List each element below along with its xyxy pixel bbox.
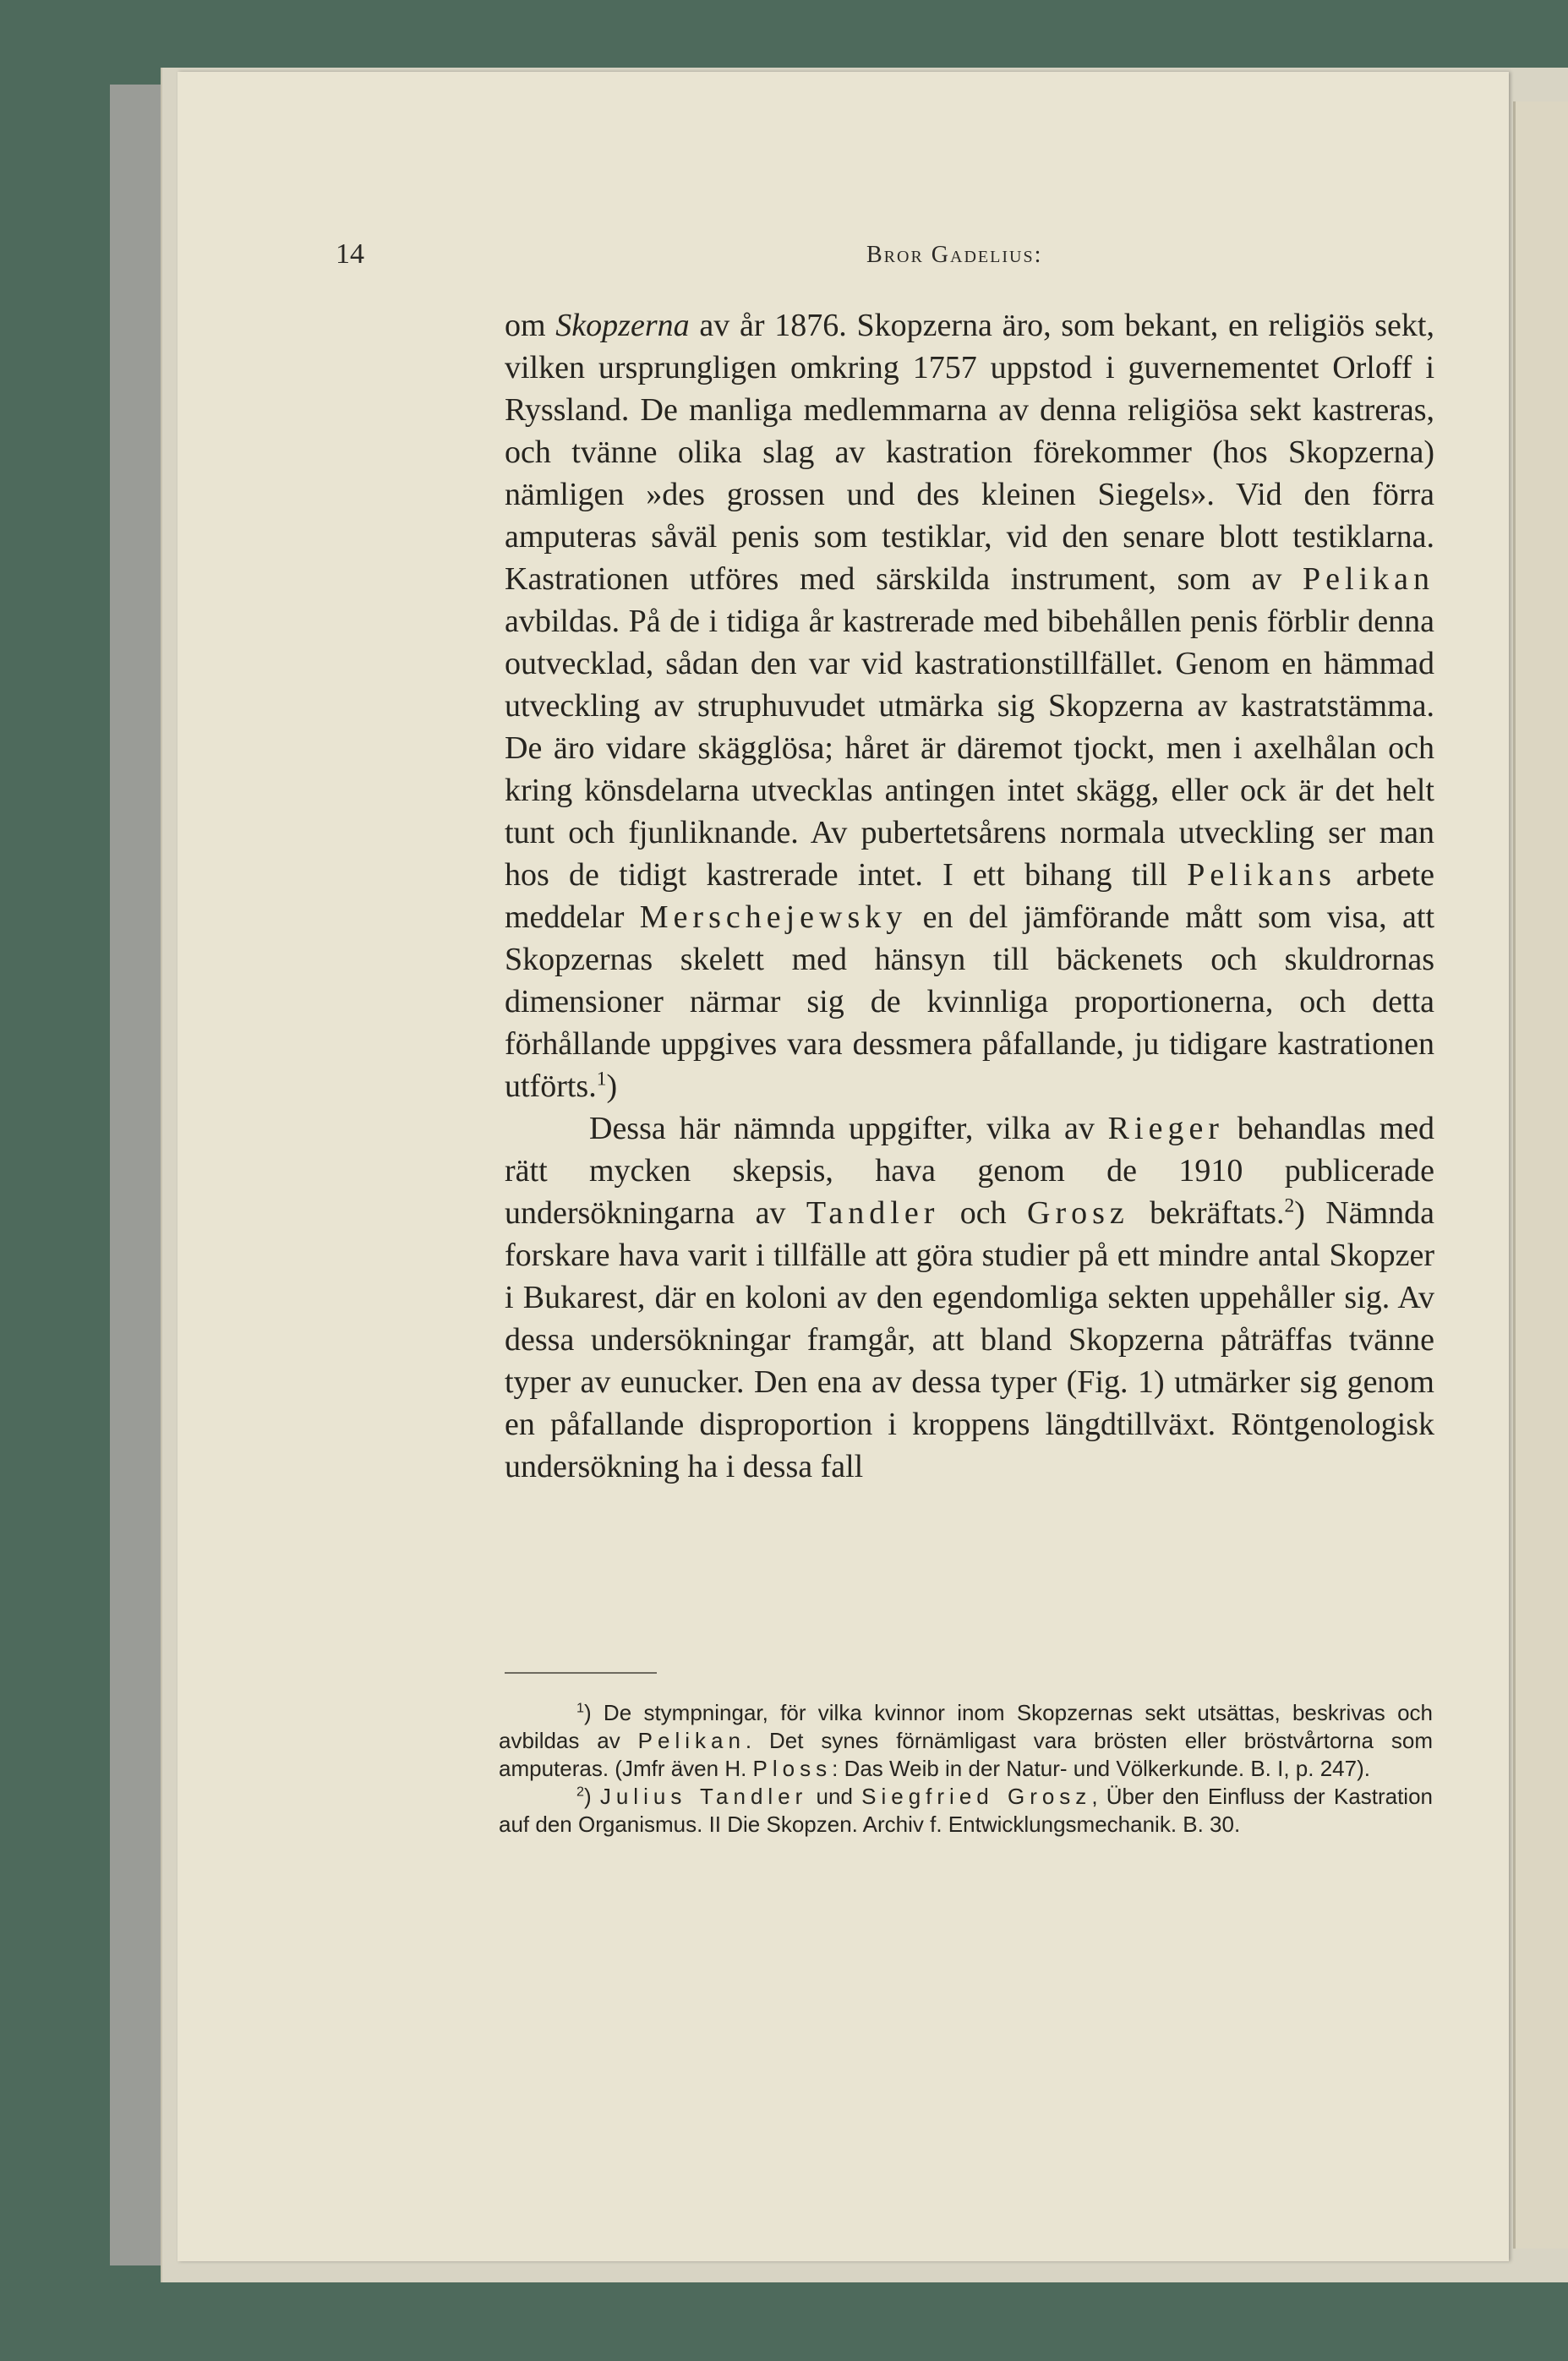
author-name-pelikan: Pelikan	[1303, 561, 1434, 597]
text-run: , Über den Einfluss der Kastration auf den Organismus. II Die Skopzen. Archiv f. Entwicklungsmechanik. B. 30.	[499, 1784, 1433, 1837]
author-name-tandler: Tandler	[806, 1195, 940, 1231]
text-run: bekräftats.	[1128, 1195, 1285, 1231]
text-run: avbildas. På de i tidiga år kastrerade med bibehållen penis förblir denna outvecklad, sådan den var vid kastrationstillfället. Genom en hämmad utveckling av struphuvudet utmärka sig Skopzerna av kastratstämma. De äro vidare skägglösa; håret är däremot tjockt, men i axelhålan och kring könsdelarna utvecklas antingen intet skägg, eller ock är det helt tunt och fjunliknande. Av pubertetsårens normala utveckling ser man hos de tidigt kastrerade intet. I ett bihang till	[505, 604, 1434, 893]
author-name-rieger: Rieger	[1107, 1111, 1224, 1146]
text-run: arbete meddelar	[505, 857, 1435, 935]
footnote-mark-2: 2	[576, 1784, 584, 1800]
text-run: und	[807, 1784, 862, 1809]
footnote-ref-2: 2	[1284, 1194, 1295, 1217]
text-run: )	[606, 1068, 618, 1104]
paragraph-2	[505, 1107, 1434, 1488]
footnote-1	[499, 1699, 1433, 1783]
text-run: . Det synes förnämligast vara brösten eller bröstvårtorna som amputeras. (Jmfr även H.	[499, 1728, 1433, 1781]
page-number: 14	[336, 238, 364, 270]
running-title: Bror Gadelius:	[866, 242, 1043, 268]
text-run: )	[583, 1784, 600, 1809]
author-name-pelikan: Pelikan	[637, 1728, 746, 1753]
author-name-siegfried-grosz: Siegfried Grosz	[861, 1784, 1092, 1809]
author-name-pelikans: Pelikans	[1187, 857, 1336, 893]
author-name-julius-tandler: Julius Tandler	[599, 1784, 808, 1809]
footnotes	[499, 1699, 1433, 1839]
emphasis-skopzerna: Skopzerna	[555, 308, 690, 343]
text-run: av år 1876. Skopzerna äro, som bekant, en religiös sekt, vilken ursprungligen omkring 1757 uppstod i guvernementet Orloff i Ryssland. De manliga medlemmarna av denna religiösa sekt kastreras, och tvänne olika slag av kastration förekommer (hos Skopzerna) nämligen »des grossen und des kleinen Siegels». Vid den förra amputeras såväl penis som testiklar, vid den senare blott testiklarna. Kastrationen utföres med särskilda instrument, som av	[505, 308, 1434, 597]
footnote-2	[499, 1783, 1433, 1839]
adjacent-page-edge	[1513, 101, 1568, 2249]
footnote-divider	[505, 1672, 657, 1674]
paragraph-1	[505, 304, 1434, 1107]
footnote-ref-1: 1	[596, 1068, 607, 1090]
author-name-grosz: Grosz	[1027, 1195, 1129, 1231]
text-run: Dessa här nämnda uppgifter, vilka av	[589, 1111, 1108, 1146]
text-run: behandlas med rätt mycken skepsis, hava genom de 1910 publicerade undersökningarna av	[505, 1111, 1434, 1231]
footnote-mark-1: 1	[576, 1700, 584, 1716]
text-run: ) De stympningar, för vilka kvinnor inom Skopzernas sekt utsättas, beskrivas och avbildas av	[499, 1700, 1433, 1753]
text-run: en del jämförande mått som visa, att Skopzernas skelett med hänsyn till bäckenets och skuldrornas dimensioner närmar sig de kvinnliga proportionerna, och detta förhållande uppgives vara dessmera påfallande, ju tidigare kastrationen utförts.	[505, 899, 1434, 1104]
author-name-merschejewsky: Merschejewsky	[639, 899, 908, 935]
page-header	[336, 238, 1434, 281]
text-run: ) Nämnda forskare hava varit i tillfälle att göra studier på ett mindre antal Skopzer i Bukarest, där en koloni av den egendomliga sekten uppehåller sig. Av dessa undersökningar framgår, att bland Skopzerna påträffas tvänne typer av eunucker. Den ena av dessa typer (Fig. 1) utmärker sig genom en påfallande disproportion i kroppens längdtillväxt. Röntgenologisk undersökning ha i dessa fall	[505, 1195, 1435, 1484]
author-name-ploss: Ploss	[752, 1756, 833, 1781]
body-text	[505, 304, 1434, 1488]
text-run: : Das Weib in der Natur- und Völkerkunde. B. I, p. 247).	[832, 1756, 1370, 1781]
text-run: och	[939, 1195, 1028, 1231]
text-run: om	[505, 308, 556, 343]
